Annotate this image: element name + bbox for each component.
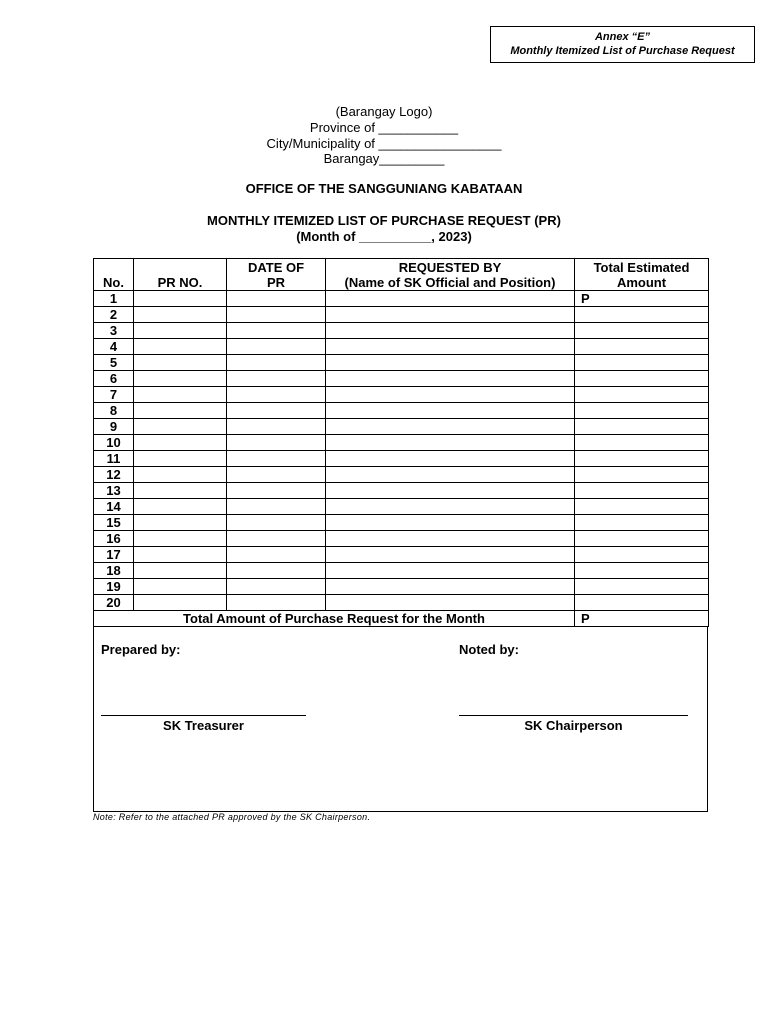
pr-no-cell: [134, 515, 227, 531]
amount-cell: [575, 579, 709, 595]
amount-cell: [575, 499, 709, 515]
row-number: 13: [94, 483, 134, 499]
date-cell: [227, 467, 326, 483]
table-row: [94, 451, 709, 467]
amount-cell: [575, 483, 709, 499]
row-number: 6: [94, 371, 134, 387]
requested-by-cell: [326, 515, 575, 531]
amount-cell: [575, 371, 709, 387]
amount-cell: [575, 451, 709, 467]
row-number: 11: [94, 451, 134, 467]
date-cell: [227, 451, 326, 467]
requested-by-cell: [326, 595, 575, 611]
requested-by-cell: [326, 291, 575, 307]
sk-treasurer-title: SK Treasurer: [163, 718, 244, 733]
pr-no-cell: [134, 451, 227, 467]
requested-by-cell: [326, 355, 575, 371]
date-cell: [227, 355, 326, 371]
amount-cell: [575, 387, 709, 403]
pr-no-cell: [134, 435, 227, 451]
table-row: [94, 307, 709, 323]
date-cell: [227, 323, 326, 339]
table-row: [94, 387, 709, 403]
pr-no-cell: [134, 291, 227, 307]
table-row: [94, 547, 709, 563]
noted-by-label: Noted by:: [459, 642, 519, 657]
total-label: Total Amount of Purchase Request for the Month: [94, 611, 575, 627]
total-amount-cell: P: [575, 611, 709, 627]
pr-no-cell: [134, 403, 227, 419]
row-number: 16: [94, 531, 134, 547]
requested-by-cell: [326, 419, 575, 435]
amount-cell: [575, 563, 709, 579]
amount-cell: [575, 595, 709, 611]
table-row: [94, 435, 709, 451]
noted-signature-line: [459, 715, 688, 716]
table-row: [94, 515, 709, 531]
requested-by-cell: [326, 371, 575, 387]
date-cell: [227, 291, 326, 307]
date-cell: [227, 595, 326, 611]
amount-cell: [575, 339, 709, 355]
table-body: [94, 291, 709, 611]
requested-by-cell: [326, 467, 575, 483]
table-header-row: [94, 259, 709, 291]
table-row: [94, 483, 709, 499]
date-cell: [227, 419, 326, 435]
pr-no-cell: [134, 371, 227, 387]
document-title: MONTHLY ITEMIZED LIST OF PURCHASE REQUEST (PR): [207, 213, 561, 228]
date-cell: [227, 483, 326, 499]
row-number: 10: [94, 435, 134, 451]
table-row: [94, 291, 709, 307]
amount-cell: [575, 307, 709, 323]
pr-no-cell: [134, 595, 227, 611]
amount-cell: [575, 355, 709, 371]
date-cell: [227, 387, 326, 403]
table-row: [94, 323, 709, 339]
pr-no-cell: [134, 323, 227, 339]
table-row: [94, 339, 709, 355]
signature-section: [93, 626, 708, 812]
prepared-by-label: Prepared by:: [101, 642, 181, 657]
date-cell: [227, 307, 326, 323]
requested-by-cell: [326, 435, 575, 451]
date-cell: [227, 531, 326, 547]
row-number: 8: [94, 403, 134, 419]
row-number: 14: [94, 499, 134, 515]
requested-by-cell: [326, 387, 575, 403]
pr-no-cell: [134, 547, 227, 563]
pr-no-cell: [134, 339, 227, 355]
requested-by-cell: [326, 451, 575, 467]
row-number: 17: [94, 547, 134, 563]
pr-no-cell: [134, 307, 227, 323]
column-header-date: DATE OF PR: [227, 259, 326, 291]
column-header-amount: Total Estimated Amount: [575, 259, 709, 291]
amount-cell: [575, 467, 709, 483]
table-row: [94, 419, 709, 435]
footnote: Note: Refer to the attached PR approved by the SK Chairperson.: [93, 812, 371, 822]
date-cell: [227, 547, 326, 563]
row-number: 19: [94, 579, 134, 595]
date-cell: [227, 371, 326, 387]
amount-cell: [575, 515, 709, 531]
date-cell: [227, 563, 326, 579]
barangay-logo-placeholder: (Barangay Logo): [335, 104, 433, 119]
column-header-no: No.: [94, 259, 134, 291]
annex-box: [490, 26, 755, 63]
requested-by-cell: [326, 531, 575, 547]
table-row: [94, 563, 709, 579]
sk-chairperson-title: SK Chairperson: [524, 718, 623, 733]
total-row: [94, 611, 709, 627]
office-title: OFFICE OF THE SANGGUNIANG KABATAAN: [245, 181, 523, 196]
city-line: City/Municipality of _________________: [266, 136, 502, 151]
province-line: Province of ___________: [309, 120, 459, 135]
row-number: 1: [94, 291, 134, 307]
table-row: [94, 355, 709, 371]
row-number: 7: [94, 387, 134, 403]
pr-no-cell: [134, 563, 227, 579]
pr-no-cell: [134, 355, 227, 371]
requested-by-cell: [326, 339, 575, 355]
requested-by-cell: [326, 483, 575, 499]
row-number: 2: [94, 307, 134, 323]
table-row: [94, 499, 709, 515]
column-header-requested-by: REQUESTED BY (Name of SK Official and Position): [326, 259, 575, 291]
pr-no-cell: [134, 483, 227, 499]
requested-by-cell: [326, 307, 575, 323]
row-number: 18: [94, 563, 134, 579]
amount-cell: [575, 435, 709, 451]
date-cell: [227, 499, 326, 515]
purchase-request-table: [93, 258, 709, 627]
pr-no-cell: [134, 467, 227, 483]
pr-no-cell: [134, 531, 227, 547]
date-cell: [227, 403, 326, 419]
table-row: [94, 531, 709, 547]
table-row: [94, 595, 709, 611]
requested-by-cell: [326, 323, 575, 339]
requested-by-cell: [326, 547, 575, 563]
date-cell: [227, 515, 326, 531]
pr-no-cell: [134, 499, 227, 515]
row-number: 9: [94, 419, 134, 435]
amount-cell: P: [575, 291, 709, 307]
requested-by-cell: [326, 499, 575, 515]
month-line: (Month of __________, 2023): [296, 229, 472, 244]
pr-no-cell: [134, 387, 227, 403]
row-number: 4: [94, 339, 134, 355]
date-cell: [227, 435, 326, 451]
amount-cell: [575, 531, 709, 547]
amount-cell: [575, 419, 709, 435]
table-row: [94, 403, 709, 419]
table-row: [94, 467, 709, 483]
annex-label: Annex “E”: [594, 31, 650, 43]
prepared-signature-line: [101, 715, 306, 716]
row-number: 20: [94, 595, 134, 611]
column-header-pr-no: PR NO.: [134, 259, 227, 291]
pr-no-cell: [134, 579, 227, 595]
barangay-line: Barangay_________: [323, 151, 445, 166]
date-cell: [227, 579, 326, 595]
requested-by-cell: [326, 579, 575, 595]
amount-cell: [575, 403, 709, 419]
requested-by-cell: [326, 403, 575, 419]
amount-cell: [575, 323, 709, 339]
table-row: [94, 579, 709, 595]
pr-no-cell: [134, 419, 227, 435]
table-row: [94, 371, 709, 387]
row-number: 12: [94, 467, 134, 483]
requested-by-cell: [326, 563, 575, 579]
annex-subtitle: Monthly Itemized List of Purchase Request: [510, 45, 735, 57]
row-number: 5: [94, 355, 134, 371]
amount-cell: [575, 547, 709, 563]
row-number: 15: [94, 515, 134, 531]
row-number: 3: [94, 323, 134, 339]
date-cell: [227, 339, 326, 355]
